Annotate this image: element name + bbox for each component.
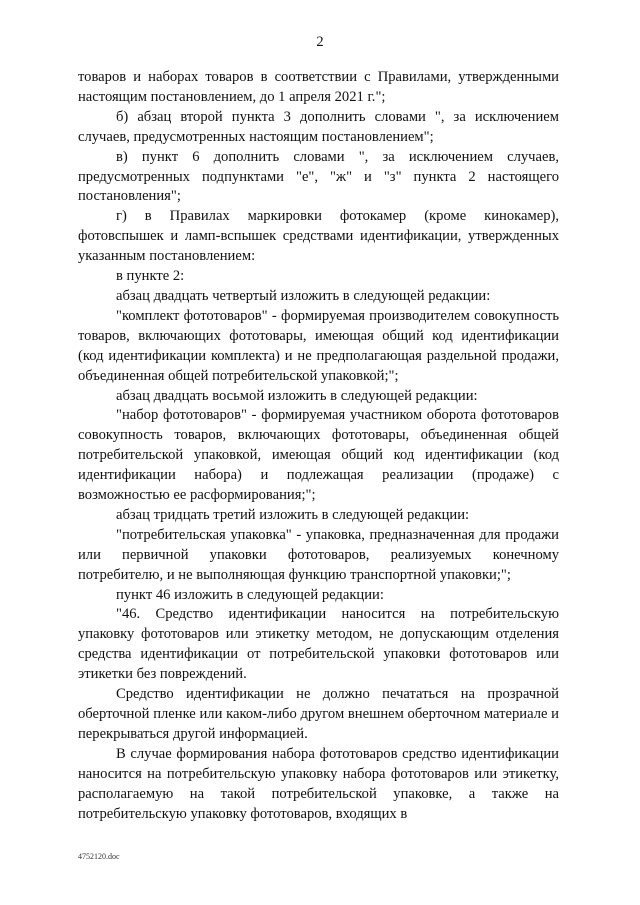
paragraph: абзац тридцать третий изложить в следующей редакции:: [116, 506, 470, 523]
paragraph: г) в Правилах маркировки фотокамер (кроме кинокамер), фотовспышек и ламп-вспышек средствами идентификации, утвержденных указанным постановлением:: [78, 208, 559, 265]
paragraph: "комплект фототоваров" - формируемая производителем совокупность товаров, включающих фототовары, имеющая общий код идентификации (код идентификации комплекта) и не предполагающая раздельной продажи, объединенная общей потребительской упаковкой;";: [78, 307, 559, 384]
paragraph: "набор фототоваров" - формируемая участником оборота фототоваров совокупность товаров, включающих фототовары, объединенная общей потребительской упаковкой, имеющая общий код идентификации (код идентификации набора) и подлежащая реализации (продаже) с возможностью ее расформирования;";: [78, 407, 559, 504]
document-filename: 4752120.doc: [78, 852, 120, 861]
paragraph: "потребительская упаковка" - упаковка, предназначенная для продажи или первичной упаковки фототоваров, реализуемых конечному потребителю, и не выполняющая функцию транспортной упаковки;";: [78, 526, 559, 583]
paragraph: абзац двадцать четвертый изложить в следующей редакции:: [116, 287, 491, 304]
paragraph: б) абзац второй пункта 3 дополнить словами ", за исключением случаев, предусмотренных настоящим постановлением";: [78, 108, 559, 145]
paragraph: Средство идентификации не должно печататься на прозрачной оберточной пленке или каком-либо другом внешнем оберточном материале и перекрываться другой информацией.: [78, 686, 559, 742]
paragraph: "46. Средство идентификации наносится на потребительскую упаковку фототоваров или этикетку методом, не допускающим отделения средства идентификации от потребительской упаковки фототоваров или этикетки без повреждений.: [78, 606, 559, 683]
document-body: [78, 68, 559, 824]
paragraph: в) пункт 6 дополнить словами ", за исключением случаев, предусмотренных подпунктами "е", "ж" и "з" пункта 2 настоящего постановления";: [78, 148, 559, 205]
paragraph: товаров и наборах товаров в соответствии с Правилами, утвержденными настоящим постановлением, до 1 апреля 2021 г.";: [78, 69, 559, 105]
paragraph: абзац двадцать восьмой изложить в следующей редакции:: [116, 387, 478, 404]
paragraph: пункт 46 изложить в следующей редакции:: [116, 586, 384, 603]
paragraph: В случае формирования набора фототоваров средство идентификации наносится на потребительскую упаковку набора фототоваров или этикетку, располагаемую на такой потребительской упаковке, а также на потребительскую упаковку фототоваров, входящих в: [78, 745, 559, 822]
page-number: 2: [316, 34, 324, 50]
paragraph: в пункте 2:: [116, 268, 185, 285]
